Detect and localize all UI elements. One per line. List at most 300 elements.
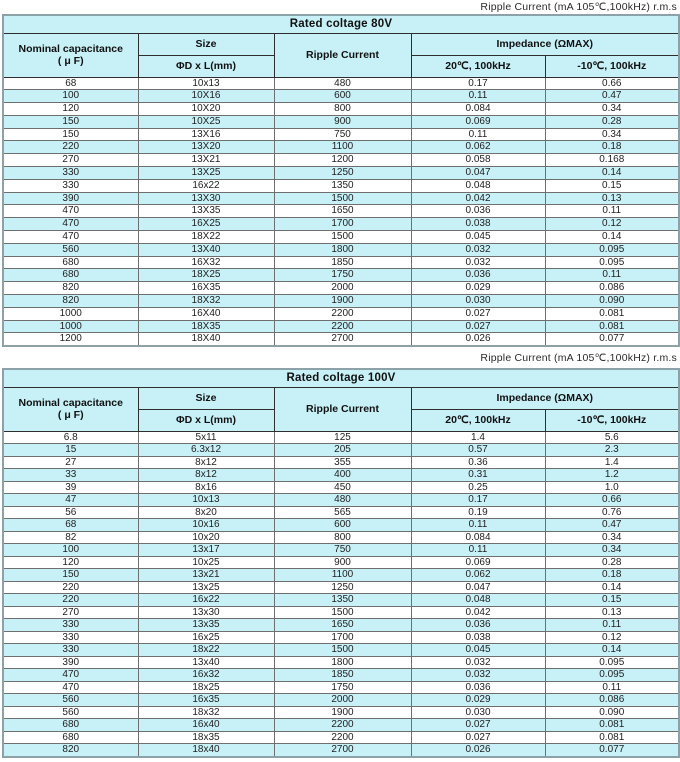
table-cell: 16X32 xyxy=(138,256,274,269)
table-cell: 1800 xyxy=(274,656,411,669)
table-cell: 2200 xyxy=(274,731,411,744)
table-row xyxy=(3,706,679,719)
table-cell: 560 xyxy=(3,706,138,719)
col-header-size-dimensions: ΦD x L(mm) xyxy=(138,409,274,431)
table-cell: 33 xyxy=(3,469,138,482)
table-row xyxy=(3,90,679,103)
table-cell: 1700 xyxy=(274,218,411,231)
table-cell: 18x35 xyxy=(138,731,274,744)
table-cell: 0.029 xyxy=(411,282,545,295)
table-row xyxy=(3,269,679,282)
table-cell: 560 xyxy=(3,694,138,707)
col-header-nominal-capacitance xyxy=(3,387,138,431)
col-header-impedance: Impedance (ΩMAX) xyxy=(411,33,679,55)
table-cell: 0.15 xyxy=(545,594,679,607)
table-cell: 0.095 xyxy=(545,256,679,269)
table-cell: 0.34 xyxy=(545,128,679,141)
table-cell: 0.15 xyxy=(545,179,679,192)
table-cell: 13X21 xyxy=(138,154,274,167)
table-cell: 10x16 xyxy=(138,519,274,532)
table-row xyxy=(3,744,679,757)
table-cell: 0.069 xyxy=(411,556,545,569)
table-cell: 16x22 xyxy=(138,179,274,192)
table-cell: 0.36 xyxy=(411,456,545,469)
table-cell: 13X40 xyxy=(138,243,274,256)
table-cell: 16X35 xyxy=(138,282,274,295)
table-cell: 10x13 xyxy=(138,77,274,90)
table-cell: 0.045 xyxy=(411,644,545,657)
table-cell: 5.6 xyxy=(545,431,679,444)
table-cell: 1350 xyxy=(274,594,411,607)
table-cell: 1650 xyxy=(274,619,411,632)
table-cell: 0.058 xyxy=(411,154,545,167)
table-cell: 0.28 xyxy=(545,556,679,569)
table-cell: 13X25 xyxy=(138,167,274,180)
table-cell: 27 xyxy=(3,456,138,469)
table-cell: 680 xyxy=(3,731,138,744)
table-row xyxy=(3,115,679,128)
table-row xyxy=(3,594,679,607)
table-cell: 0.11 xyxy=(411,544,545,557)
table-cell: 0.036 xyxy=(411,205,545,218)
table-cell: 5x11 xyxy=(138,431,274,444)
table-cell: 600 xyxy=(274,519,411,532)
table-cell: 560 xyxy=(3,243,138,256)
table-cell: 0.048 xyxy=(411,594,545,607)
table-row xyxy=(3,282,679,295)
table-cell: 0.036 xyxy=(411,619,545,632)
table-cell: 0.11 xyxy=(545,619,679,632)
table-row xyxy=(3,581,679,594)
table-cell: 150 xyxy=(3,115,138,128)
table-cell: 0.168 xyxy=(545,154,679,167)
table-cell: 0.048 xyxy=(411,179,545,192)
table-cell: 18X25 xyxy=(138,269,274,282)
table-cell: 900 xyxy=(274,556,411,569)
table-cell: 480 xyxy=(274,494,411,507)
table-row xyxy=(3,506,679,519)
table-row xyxy=(3,631,679,644)
table-cell: 100 xyxy=(3,90,138,103)
table-cell: 0.027 xyxy=(411,307,545,320)
table-cell: 0.027 xyxy=(411,320,545,333)
table-cell: 0.069 xyxy=(411,115,545,128)
table-row xyxy=(3,243,679,256)
table-cell: 220 xyxy=(3,581,138,594)
table-cell: 220 xyxy=(3,141,138,154)
table-cell: 600 xyxy=(274,90,411,103)
table-row xyxy=(3,644,679,657)
table-cell: 330 xyxy=(3,644,138,657)
table-cell: 0.11 xyxy=(545,205,679,218)
table-cell: 470 xyxy=(3,231,138,244)
table-cell: 18X35 xyxy=(138,320,274,333)
table-cell: 16X40 xyxy=(138,307,274,320)
table-cell: 205 xyxy=(274,444,411,457)
table-cell: 1350 xyxy=(274,179,411,192)
table-cell: 0.047 xyxy=(411,167,545,180)
table-cell: 0.14 xyxy=(545,167,679,180)
table-cell: 2700 xyxy=(274,744,411,757)
table-row xyxy=(3,569,679,582)
table-cell: 1850 xyxy=(274,256,411,269)
table-row xyxy=(3,719,679,732)
table-cell: 16x35 xyxy=(138,694,274,707)
table-cell: 2000 xyxy=(274,282,411,295)
table-cell: 16x25 xyxy=(138,631,274,644)
table-cell: 0.13 xyxy=(545,192,679,205)
table-cell: 18x25 xyxy=(138,681,274,694)
table-cell: 1250 xyxy=(274,581,411,594)
table-cell: 0.14 xyxy=(545,644,679,657)
table-row xyxy=(3,606,679,619)
table-cell: 1200 xyxy=(274,154,411,167)
table-cell: 1750 xyxy=(274,269,411,282)
table-cell: 0.17 xyxy=(411,77,545,90)
table-row xyxy=(3,141,679,154)
table-cell: 0.57 xyxy=(411,444,545,457)
table-title-row xyxy=(3,15,679,33)
table-header-row-1 xyxy=(3,387,679,409)
spec-table-100v xyxy=(2,368,680,758)
table-cell: 56 xyxy=(3,506,138,519)
table-cell: 330 xyxy=(3,179,138,192)
table-cell: 13x21 xyxy=(138,569,274,582)
table-cell: 0.038 xyxy=(411,218,545,231)
table-cell: 82 xyxy=(3,531,138,544)
table-cell: 0.026 xyxy=(411,333,545,346)
table-cell: 0.042 xyxy=(411,606,545,619)
table-cell: 18X32 xyxy=(138,295,274,308)
table-cell: 0.030 xyxy=(411,706,545,719)
table-cell: 0.081 xyxy=(545,307,679,320)
table-cell: 8x12 xyxy=(138,456,274,469)
table-cell: 390 xyxy=(3,656,138,669)
table-cell: 750 xyxy=(274,128,411,141)
table-cell: 0.11 xyxy=(411,90,545,103)
table-cell: 0.047 xyxy=(411,581,545,594)
table-cell: 470 xyxy=(3,218,138,231)
table-cell: 0.030 xyxy=(411,295,545,308)
table-cell: 18x22 xyxy=(138,644,274,657)
table-cell: 18x32 xyxy=(138,706,274,719)
table-cell: 1.2 xyxy=(545,469,679,482)
table-cell: 0.032 xyxy=(411,656,545,669)
table-row xyxy=(3,231,679,244)
table-row xyxy=(3,103,679,116)
table-cell: 13x35 xyxy=(138,619,274,632)
table-cell: 0.34 xyxy=(545,531,679,544)
table-cell: 0.095 xyxy=(545,656,679,669)
table-cell: 0.081 xyxy=(545,320,679,333)
table-cell: 1650 xyxy=(274,205,411,218)
table-row xyxy=(3,77,679,90)
table-cell: 10X25 xyxy=(138,115,274,128)
table-cell: 0.11 xyxy=(545,269,679,282)
table-row xyxy=(3,494,679,507)
table-cell: 0.34 xyxy=(545,544,679,557)
col-header-capacitance-line1: Nominal capacitance xyxy=(18,43,123,55)
table-cell: 0.090 xyxy=(545,295,679,308)
table-cell: 1500 xyxy=(274,606,411,619)
table-row xyxy=(3,481,679,494)
table-cell: 0.25 xyxy=(411,481,545,494)
rated-voltage-80v-table xyxy=(2,14,678,347)
table-cell: 0.14 xyxy=(545,231,679,244)
table-row xyxy=(3,320,679,333)
col-header-impedance-20c: 20℃, 100kHz xyxy=(411,55,545,77)
table-cell: 16x22 xyxy=(138,594,274,607)
table-cell: 680 xyxy=(3,719,138,732)
table-cell: 0.062 xyxy=(411,141,545,154)
table-cell: 0.47 xyxy=(545,519,679,532)
table-cell: 10X20 xyxy=(138,103,274,116)
table-row xyxy=(3,556,679,569)
table-row xyxy=(3,167,679,180)
table-cell: 1500 xyxy=(274,231,411,244)
table-cell: 0.12 xyxy=(545,631,679,644)
table-cell: 0.045 xyxy=(411,231,545,244)
table-cell: 0.19 xyxy=(411,506,545,519)
table-body-100v xyxy=(3,431,679,757)
table-cell: 1750 xyxy=(274,681,411,694)
table-cell: 0.13 xyxy=(545,606,679,619)
table-cell: 0.14 xyxy=(545,581,679,594)
table-cell: 100 xyxy=(3,544,138,557)
col-header-size: Size xyxy=(138,387,274,409)
table-cell: 0.032 xyxy=(411,256,545,269)
table-cell: 1900 xyxy=(274,706,411,719)
table-cell: 18X40 xyxy=(138,333,274,346)
table-cell: 2.3 xyxy=(545,444,679,457)
table-row xyxy=(3,128,679,141)
table-cell: 1500 xyxy=(274,192,411,205)
col-header-ripple-current: Ripple Current xyxy=(274,33,411,77)
table-cell: 10x13 xyxy=(138,494,274,507)
col-header-impedance-minus10c: -10℃, 100kHz xyxy=(545,55,679,77)
table-cell: 0.026 xyxy=(411,744,545,757)
table-row xyxy=(3,295,679,308)
table-cell: 2200 xyxy=(274,307,411,320)
table-cell: 0.12 xyxy=(545,218,679,231)
table-cell: 0.095 xyxy=(545,669,679,682)
col-header-nominal-capacitance xyxy=(3,33,138,77)
table-cell: 13x17 xyxy=(138,544,274,557)
table-cell: 820 xyxy=(3,744,138,757)
col-header-ripple-current: Ripple Current xyxy=(274,387,411,431)
table-cell: 0.34 xyxy=(545,103,679,116)
table-cell: 47 xyxy=(3,494,138,507)
table-cell: 0.038 xyxy=(411,631,545,644)
table-cell: 10x25 xyxy=(138,556,274,569)
table-cell: 680 xyxy=(3,256,138,269)
table-cell: 330 xyxy=(3,631,138,644)
table-cell: 15 xyxy=(3,444,138,457)
table-header-row-1 xyxy=(3,33,679,55)
table-cell: 2700 xyxy=(274,333,411,346)
table-cell: 0.042 xyxy=(411,192,545,205)
table-cell: 1100 xyxy=(274,569,411,582)
table-cell: 0.76 xyxy=(545,506,679,519)
table-cell: 1250 xyxy=(274,167,411,180)
table-cell: 8x20 xyxy=(138,506,274,519)
table-cell: 150 xyxy=(3,128,138,141)
table-cell: 0.036 xyxy=(411,681,545,694)
table-cell: 2200 xyxy=(274,719,411,732)
table-cell: 39 xyxy=(3,481,138,494)
table-cell: 0.036 xyxy=(411,269,545,282)
table-cell: 0.081 xyxy=(545,719,679,732)
table-cell: 1700 xyxy=(274,631,411,644)
table-row xyxy=(3,218,679,231)
table-cell: 10X16 xyxy=(138,90,274,103)
table-cell: 13X30 xyxy=(138,192,274,205)
table-cell: 16x32 xyxy=(138,669,274,682)
table-row xyxy=(3,179,679,192)
table-cell: 1200 xyxy=(3,333,138,346)
table-cell: 0.027 xyxy=(411,731,545,744)
table-cell: 480 xyxy=(274,77,411,90)
table-cell: 120 xyxy=(3,556,138,569)
table-row xyxy=(3,531,679,544)
ripple-current-note-top: Ripple Current (mA 105℃,100kHz) r.m.s xyxy=(480,1,677,13)
table-cell: 2000 xyxy=(274,694,411,707)
table-cell: 1000 xyxy=(3,320,138,333)
col-header-impedance-minus10c: -10℃, 100kHz xyxy=(545,409,679,431)
table-cell: 13X35 xyxy=(138,205,274,218)
table-cell: 800 xyxy=(274,103,411,116)
table-cell: 1.4 xyxy=(411,431,545,444)
table-cell: 0.18 xyxy=(545,141,679,154)
table-cell: 0.084 xyxy=(411,103,545,116)
table-body-80v xyxy=(3,77,679,346)
table-row xyxy=(3,544,679,557)
table-cell: 390 xyxy=(3,192,138,205)
table-cell: 680 xyxy=(3,269,138,282)
table-cell: 18x40 xyxy=(138,744,274,757)
table-cell: 10x20 xyxy=(138,531,274,544)
table-cell: 120 xyxy=(3,103,138,116)
table-cell: 470 xyxy=(3,681,138,694)
table-row xyxy=(3,333,679,346)
table-row xyxy=(3,431,679,444)
table-cell: 820 xyxy=(3,282,138,295)
table-cell: 565 xyxy=(274,506,411,519)
table-cell: 0.032 xyxy=(411,243,545,256)
table-cell: 400 xyxy=(274,469,411,482)
table-cell: 16x40 xyxy=(138,719,274,732)
table-row xyxy=(3,192,679,205)
table-cell: 2200 xyxy=(274,320,411,333)
table-cell: 1850 xyxy=(274,669,411,682)
table-cell: 900 xyxy=(274,115,411,128)
table-row xyxy=(3,619,679,632)
col-header-impedance-20c: 20℃, 100kHz xyxy=(411,409,545,431)
table-cell: 13X20 xyxy=(138,141,274,154)
table-cell: 8x12 xyxy=(138,469,274,482)
table-cell: 800 xyxy=(274,531,411,544)
table-cell: 6.3x12 xyxy=(138,444,274,457)
table-cell: 13x30 xyxy=(138,606,274,619)
table-cell: 0.077 xyxy=(545,744,679,757)
table-cell: 0.086 xyxy=(545,694,679,707)
table-cell: 1800 xyxy=(274,243,411,256)
table-row xyxy=(3,669,679,682)
table-cell: 0.11 xyxy=(545,681,679,694)
table-row xyxy=(3,656,679,669)
table-row xyxy=(3,154,679,167)
col-header-capacitance-line1: Nominal capacitance xyxy=(18,397,123,409)
table-row xyxy=(3,469,679,482)
table-cell: 13X16 xyxy=(138,128,274,141)
table-cell: 0.077 xyxy=(545,333,679,346)
table-row xyxy=(3,205,679,218)
table-cell: 470 xyxy=(3,205,138,218)
table-cell: 0.66 xyxy=(545,494,679,507)
table-cell: 1100 xyxy=(274,141,411,154)
table-cell: 0.027 xyxy=(411,719,545,732)
table-cell: 330 xyxy=(3,167,138,180)
table-title-80v: Rated coltage 80V xyxy=(3,15,679,33)
table-cell: 0.17 xyxy=(411,494,545,507)
table-row xyxy=(3,256,679,269)
table-cell: 13x40 xyxy=(138,656,274,669)
table-row xyxy=(3,731,679,744)
col-header-size: Size xyxy=(138,33,274,55)
table-cell: 68 xyxy=(3,519,138,532)
table-title-row xyxy=(3,369,679,387)
table-cell: 0.081 xyxy=(545,731,679,744)
col-header-size-dimensions: ΦD x L(mm) xyxy=(138,55,274,77)
ripple-current-note-bottom: Ripple Current (mA 105℃,100kHz) r.m.s xyxy=(480,352,677,364)
table-cell: 125 xyxy=(274,431,411,444)
table-cell: 0.66 xyxy=(545,77,679,90)
table-cell: 0.28 xyxy=(545,115,679,128)
col-header-capacitance-unit: ( μ F) xyxy=(57,409,84,421)
table-cell: 18X22 xyxy=(138,231,274,244)
table-cell: 1000 xyxy=(3,307,138,320)
table-cell: 68 xyxy=(3,77,138,90)
table-cell: 0.31 xyxy=(411,469,545,482)
table-row xyxy=(3,681,679,694)
table-cell: 0.11 xyxy=(411,128,545,141)
table-cell: 355 xyxy=(274,456,411,469)
col-header-capacitance-unit: ( μ F) xyxy=(57,55,84,67)
table-row xyxy=(3,307,679,320)
table-cell: 0.086 xyxy=(545,282,679,295)
table-cell: 270 xyxy=(3,606,138,619)
rated-voltage-100v-table xyxy=(2,368,678,758)
table-cell: 750 xyxy=(274,544,411,557)
table-cell: 330 xyxy=(3,619,138,632)
table-cell: 150 xyxy=(3,569,138,582)
table-cell: 0.47 xyxy=(545,90,679,103)
table-cell: 0.062 xyxy=(411,569,545,582)
table-cell: 0.029 xyxy=(411,694,545,707)
table-row xyxy=(3,519,679,532)
table-cell: 0.11 xyxy=(411,519,545,532)
table-cell: 0.084 xyxy=(411,531,545,544)
table-cell: 1500 xyxy=(274,644,411,657)
table-cell: 6.8 xyxy=(3,431,138,444)
table-row xyxy=(3,694,679,707)
table-row xyxy=(3,444,679,457)
table-cell: 16X25 xyxy=(138,218,274,231)
table-cell: 0.032 xyxy=(411,669,545,682)
table-cell: 820 xyxy=(3,295,138,308)
table-cell: 8x16 xyxy=(138,481,274,494)
table-cell: 270 xyxy=(3,154,138,167)
